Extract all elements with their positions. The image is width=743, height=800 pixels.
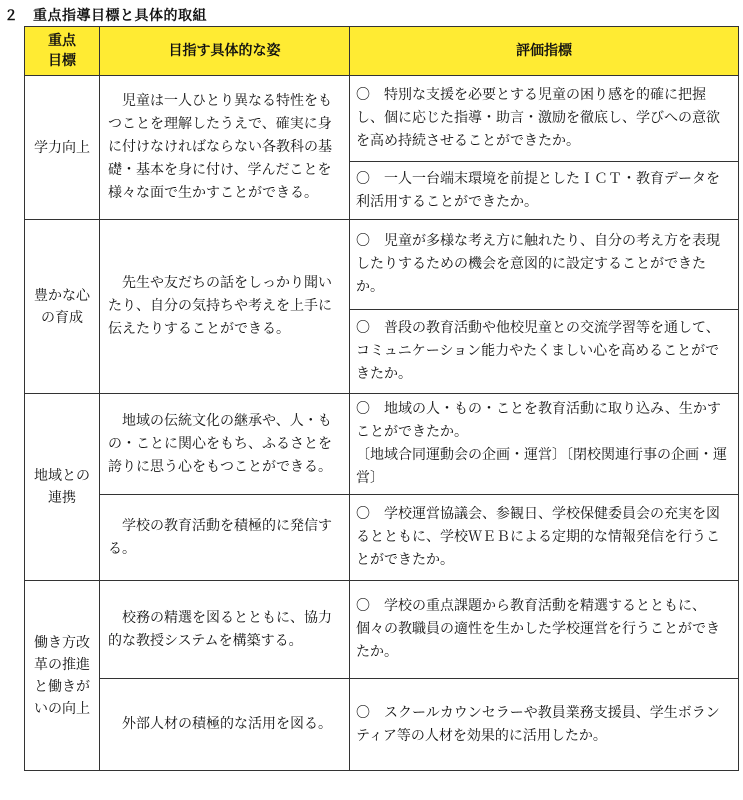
specific-goal-cell: 学校の教育活動を積極的に発信する。 (100, 495, 350, 581)
goal-cell: 働き方改 革の推進 と働きが いの向上 (25, 581, 100, 771)
specific-goal-cell: 先生や友だちの話をしっかり聞いたり、自分の気持ちや考えを上手に伝えたりすることができる。 (100, 220, 350, 394)
section-title: ２ 重点指導目標と具体的取組 (4, 8, 207, 24)
table-row (25, 394, 739, 495)
criteria-cell: 〇 学校運営協議会、参観日、学校保健委員会の充実を図るとともに、学校ＷＥＢによる定期的な情報発信を行うことができたか。 (350, 495, 739, 581)
header-goal: 重点 目標 (25, 27, 100, 76)
table-row (25, 679, 739, 771)
table-row (25, 581, 739, 679)
specific-goal-cell: 外部人材の積極的な活用を図る。 (100, 679, 350, 771)
table-header-row (25, 27, 739, 76)
criteria-text: 〇 地域の人・もの・ことを教育活動に取り込み、生かすことができたか。 (356, 401, 721, 440)
table-row (25, 76, 739, 162)
goal-cell: 地域との 連携 (25, 394, 100, 581)
criteria-cell: 〇 スクールカウンセラーや教員業務支援員、学生ボランティア等の人材を効果的に活用したか。 (350, 679, 739, 771)
table-row (25, 495, 739, 581)
criteria-note: 〔地域合同運動会の企画・運営〕〔閉校関連行事の企画・運営〕 (356, 447, 727, 486)
criteria-cell: 〇 児童が多様な考え方に触れたり、自分の考え方を表現したりするための機会を意図的に設定することができたか。 (350, 220, 739, 310)
table-row (25, 220, 739, 310)
header-specific-goals: 目指す具体的な姿 (100, 27, 350, 76)
criteria-cell: 〇 学校の重点課題から教育活動を精選するとともに、個々の教職員の適性を生かした学校運営を行うことができたか。 (350, 581, 739, 679)
criteria-cell: 〇 普段の教育活動や他校児童との交流学習等を通して、コミュニケーション能力やたくましい心を高めることができたか。 (350, 310, 739, 394)
goals-table (24, 26, 739, 771)
specific-goal-cell: 児童は一人ひとり異なる特性をもつことを理解したうえで、確実に身に付けなければならない各教科の基礎・基本を身に付け、学んだことを様々な面で生かすことができる。 (100, 76, 350, 220)
goal-cell: 豊かな心 の育成 (25, 220, 100, 394)
specific-goal-cell: 地域の伝統文化の継承や、人・もの・ことに関心をもち、ふるさとを誇りに思う心をもつことができる。 (100, 394, 350, 495)
criteria-cell: 〇 特別な支援を必要とする児童の困り感を的確に把握し、個に応じた指導・助言・激励を徹底し、学びへの意欲を高め持続させることができたか。 (350, 76, 739, 162)
criteria-cell (350, 394, 739, 495)
goal-cell: 学力向上 (25, 76, 100, 220)
header-evaluation-criteria: 評価指標 (350, 27, 739, 76)
specific-goal-cell: 校務の精選を図るとともに、協力的な教授システムを構築する。 (100, 581, 350, 679)
criteria-cell: 〇 一人一台端末環境を前提としたＩＣＴ・教育データを利活用することができたか。 (350, 162, 739, 220)
